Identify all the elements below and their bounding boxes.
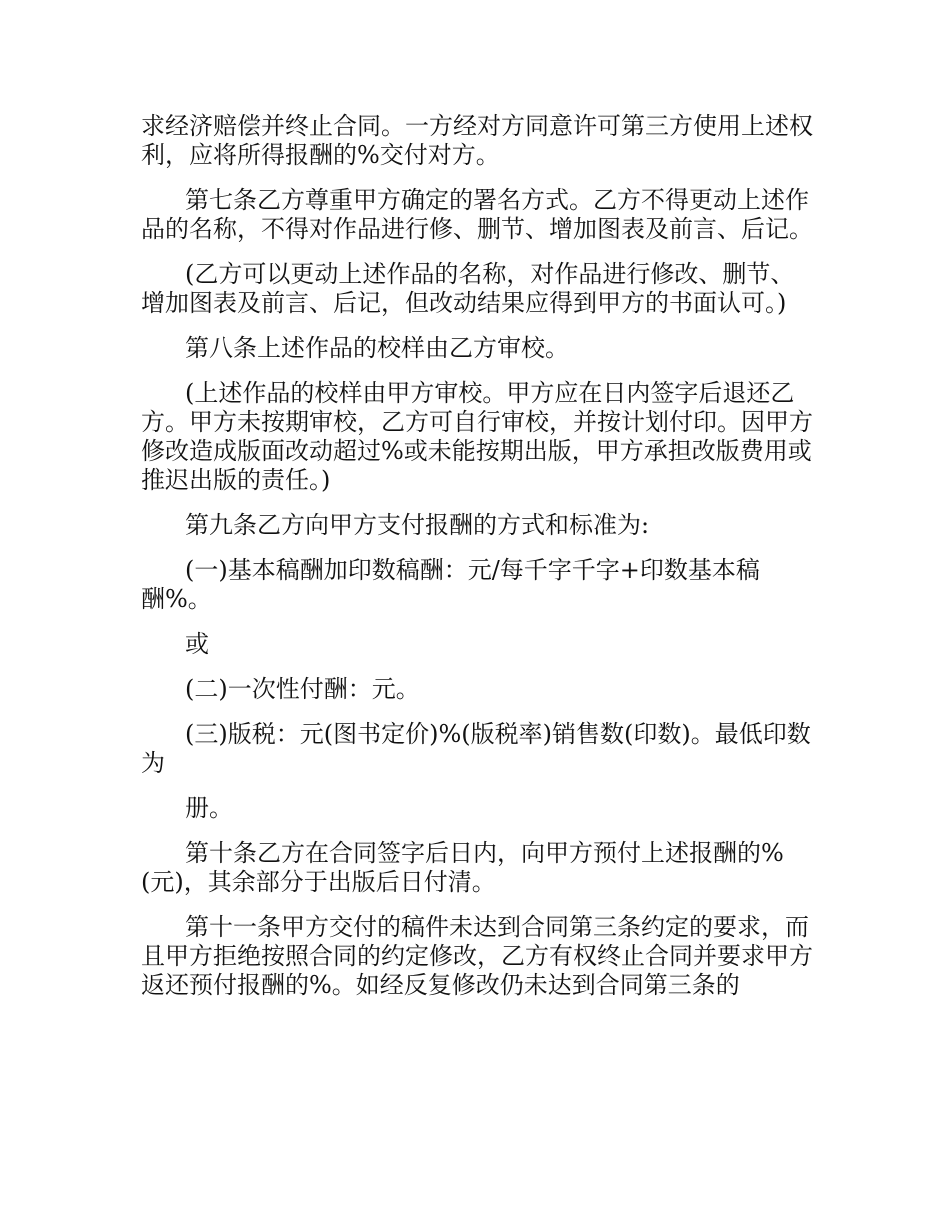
paragraph-article-9: 第九条乙方向甲方支付报酬的方式和标准为: — [185, 511, 650, 539]
paragraph-article-7: 第七条乙方尊重甲方确定的署名方式。乙方不得更动上述作品的名称，不得对作品进行修、删节、增加图表及前言、后记。 — [141, 186, 813, 243]
document-body — [141, 112, 813, 1016]
paragraph-or: 或 — [185, 630, 209, 658]
paragraph-article-10: 第十条乙方在合同签字后日内，向甲方预付上述报酬的%(元)，其余部分于出版后日付清。 — [141, 839, 784, 896]
paragraph-article-9-item-3: (三)版税：元(图书定价)%(版税率)销售数(印数)。最低印数为 — [141, 720, 811, 777]
paragraph-article-11: 第十一条甲方交付的稿件未达到合同第三条约定的要求，而且甲方拒绝按照合同的约定修改，乙方有权终止合同并要求甲方返还预付报酬的%。如经反复修改仍未达到合同第三条的 — [141, 913, 813, 999]
paragraph-article-7-alt: (乙方可以更动上述作品的名称，对作品进行修改、删节、增加图表及前言、后记，但改动结果应得到甲方的书面认可。) — [141, 260, 795, 317]
paragraph-article-8: 第八条上述作品的校样由乙方审校。 — [185, 334, 569, 362]
paragraph-article-8-alt: (上述作品的校样由甲方审校。甲方应在日内签字后退还乙方。甲方未按期审校，乙方可自行审校，并按计划付印。因甲方修改造成版面改动超过%或未能按期出版，甲方承担改版费用或推迟出版的责任。) — [141, 379, 813, 494]
paragraph-article-9-item-1: (一)基本稿酬加印数稿酬：元/每千字千字+印数基本稿酬%。 — [141, 556, 760, 613]
paragraph-continuation: 求经济赔偿并终止合同。一方经对方同意许可第三方使用上述权利，应将所得报酬的%交付对方。 — [141, 112, 813, 169]
paragraph-volume: 册。 — [185, 794, 233, 822]
paragraph-article-9-item-2: (二)一次性付酬：元。 — [185, 675, 420, 703]
